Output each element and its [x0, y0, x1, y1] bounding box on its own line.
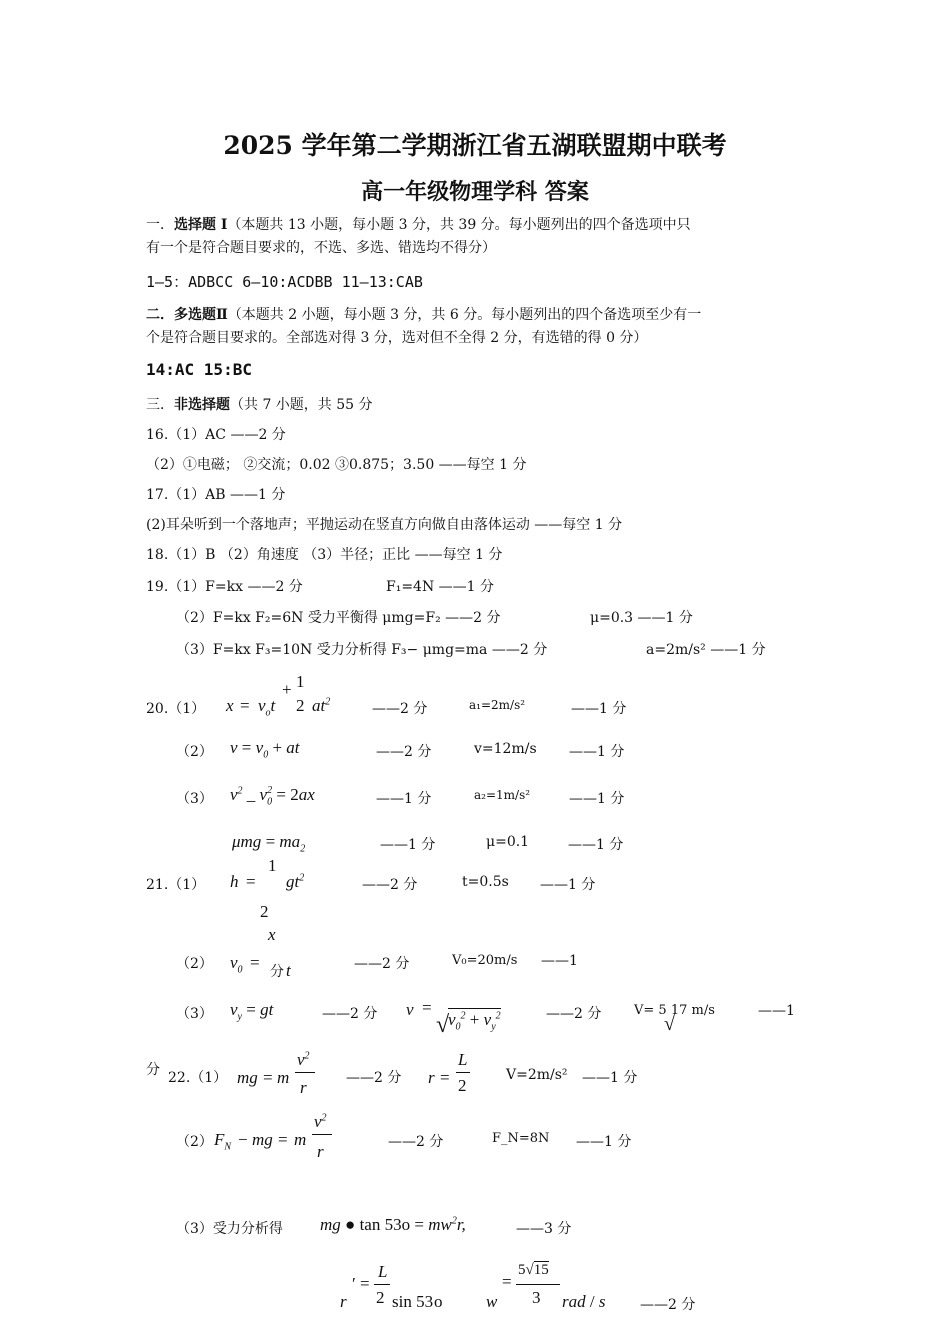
section1-line1 — [146, 214, 691, 234]
section1-heading: 选择题 Ⅰ — [174, 217, 228, 233]
q19-line2a: （2）F=kx F₂=6N 受力平衡得 μmg=F₂ ——2 分 — [176, 610, 501, 626]
q20-l2-label: （2） — [176, 744, 213, 760]
q20-eq4: $\mu mg = ma_2$ — [232, 832, 306, 855]
q20-l1-result: a₁=2m/s² — [469, 698, 526, 712]
q20-eq2: $v = v_0$ + at — [230, 738, 300, 761]
q16-line2: （2）①电磁； ②交流；0.02 ③0.875；3.50 ——每空 1 分 — [146, 457, 527, 473]
q21-l2-score: ——2 分 — [354, 956, 410, 972]
section2-line1 — [146, 304, 701, 324]
q21-l3-score-a: ——2 分 — [322, 1006, 378, 1022]
q20-l2-score: ——2 分 — [376, 744, 432, 760]
q21-l3-score-b: ——2 分 — [546, 1006, 602, 1022]
q17-line2: (2)耳朵听到一个落地声；平抛运动在竖直方向做自由落体运动 ——每空 1 分 — [146, 517, 623, 533]
q20-l4-score: ——1 分 — [380, 837, 436, 853]
q19-line3a: （3）F=kx F₃=10N 受力分析得 F₃− μmg=ma ——2 分 — [176, 642, 548, 658]
q21-eq3a: $v_y$ = gt — [230, 1000, 274, 1023]
q22-l3-score: ——3 分 — [516, 1221, 572, 1237]
page-subtitle: 高一年级物理学科 答案 — [361, 179, 589, 205]
q21-l2-label: （2） — [176, 956, 213, 972]
q21-l3-result — [634, 1003, 715, 1035]
q21-l3-label: （3） — [176, 1006, 213, 1022]
section3-num: 三． — [146, 397, 174, 413]
q21-l1-score: ——2 分 — [362, 877, 418, 893]
q20-eq3: $v^2$ _ $v_0^2 = 2ax$ — [230, 785, 315, 808]
q16-line1: 16.（1）AC ——2 分 — [146, 427, 286, 443]
q22-eq1: mg = m $v^2$ r — [237, 1046, 327, 1102]
q21-l1-result-score: ——1 分 — [540, 877, 596, 893]
q19-line1a: 19.（1）F=kx ——2 分 — [146, 579, 303, 595]
q21-l3-result-text: V= 5 17 m/s — [634, 1003, 715, 1018]
section1-num: 一． — [146, 217, 174, 233]
q22-l1-score: ——2 分 — [346, 1070, 402, 1086]
section2-answers: 14:AC 15:BC — [146, 360, 252, 379]
section2-heading: 多选题Ⅱ — [174, 307, 228, 323]
q22-l2-score: ——2 分 — [388, 1134, 444, 1150]
q21-l2-result: V₀=20m/s — [452, 953, 518, 968]
q21-wrap: 分 — [146, 1062, 160, 1078]
q22-l1-result-score: ——1 分 — [582, 1070, 638, 1086]
q20-l2-result-score: ——1 分 — [569, 744, 625, 760]
q20-l3-label: （3） — [176, 791, 213, 807]
q22-l1-result: V=2m/s² — [506, 1067, 568, 1083]
q20-l3-result: a₂=1m/s² — [474, 788, 531, 802]
q22-eq3: mg ● $\tan 53o = mw^2r$, — [320, 1215, 466, 1234]
q20-l4-result: μ=0.1 — [486, 834, 530, 850]
q19-line3b: a=2m/s² ——1 分 — [646, 642, 766, 658]
q21-l1-result: t=0.5s — [462, 874, 509, 890]
q21-eq3b: v = √ $v_0^2 + v_y^2$ — [406, 998, 501, 1038]
q20-l4-result-score: ——1 分 — [568, 837, 624, 853]
page-title: 2025 学年第二学期浙江省五湖联盟期中联考 — [223, 131, 727, 160]
q20-label: 20.（1） — [146, 701, 206, 717]
q22-l2-label: （2） — [176, 1134, 213, 1150]
q19-line1b: F₁=4N ——1 分 — [386, 579, 495, 595]
section1-desc1: （本题共 13 小题，每小题 3 分，共 39 分。每小题列出的四个备选项中只 — [227, 217, 691, 233]
section3-line — [146, 394, 373, 414]
q22-l2-result-score: ——1 分 — [576, 1134, 632, 1150]
q20-l1-result-score: ——1 分 — [571, 701, 627, 717]
section2-desc1: （本题共 2 小题，每小题 3 分，共 6 分。每小题列出的四个备选项至少有一 — [227, 307, 702, 323]
q19-line2b: μ=0.3 ——1 分 — [590, 610, 693, 626]
q22-eq4b: w = 5√15 3 rad / s — [486, 1262, 606, 1311]
section3-heading: 非选择题 — [174, 397, 230, 413]
q22-eq1b: r = L 2 — [428, 1050, 478, 1104]
q20-l3-score: ——1 分 — [376, 791, 432, 807]
q21-label: 21.（1） — [146, 877, 206, 893]
q21-l2-result-score: ——1 — [541, 953, 578, 969]
q22-l3-label: （3）受力分析得 — [176, 1221, 283, 1237]
q20-l2-result: v=12m/s — [474, 741, 537, 757]
q20-l3-result-score: ——1 分 — [569, 791, 625, 807]
q22-eq4a: r ′ = L 2 sin 53 o — [340, 1262, 443, 1311]
q18-line1: 18.（1）B （2）角速度 （3）半径；正比 ——每空 1 分 — [146, 547, 503, 563]
q17-line1: 17.（1）AB ——1 分 — [146, 487, 286, 503]
q21-l3-result-score: ——1 — [758, 1003, 795, 1019]
q22-eq2: $F_N$ − mg = m $v^2$ r — [214, 1112, 344, 1168]
q22-label: 22.（1） — [168, 1070, 228, 1086]
section1-desc2: 有一个是符合题目要求的，不选、多选、错选均不得分） — [146, 240, 496, 256]
q22-l4-score: ——2 分 — [640, 1297, 696, 1313]
section2-desc2: 个是符合题目要求的。全部选对得 3 分，选对但不全得 2 分，有选错的得 0 分） — [146, 330, 648, 346]
section1-answers: 1—5：ADBCC 6—10:ACDBB 11—13:CAB — [146, 273, 423, 291]
section3-desc: （共 7 小题，共 55 分 — [230, 397, 373, 413]
section2-num: 二． — [146, 307, 174, 323]
q20-l1-score: ——2 分 — [372, 701, 428, 717]
q22-l2-result: F_N=8N — [492, 1131, 550, 1146]
sqrt-symbol-icon: √ — [664, 1013, 675, 1035]
